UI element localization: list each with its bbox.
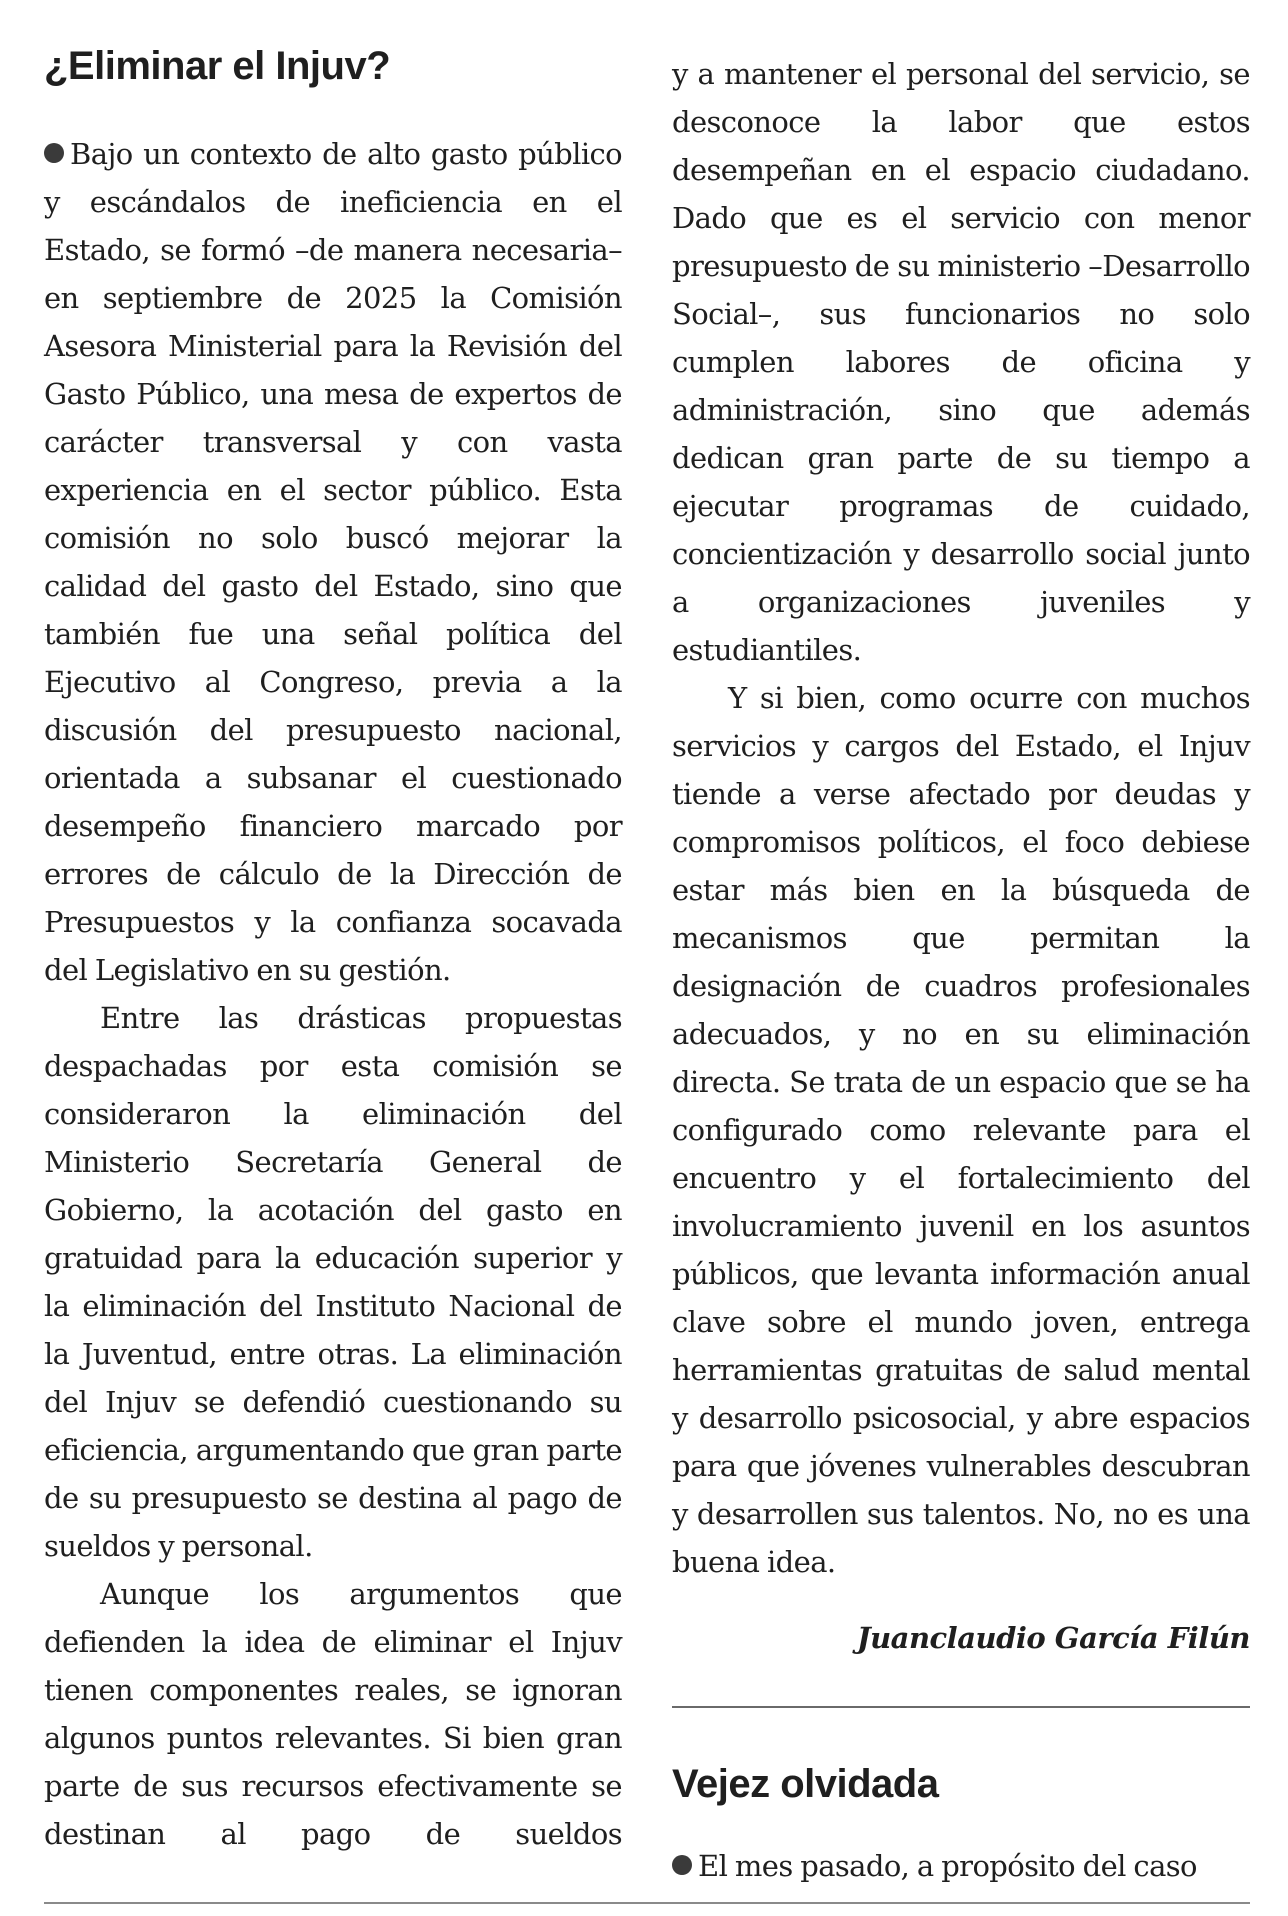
article-paragraph: Entre las drásticas propuestas despachadas por esta comisión se consideraron la eliminación del Ministerio Secretaría General de Gobierno, la acotación del gasto en gratuidad para la educación superior y la eliminación del Instituto Nacional de la Juventud, entre otras. La eliminación del Injuv se defendió cuestionando su eficiencia, argumentando que gran parte de su presupuesto se destina al pago de sueldos y personal. xyxy=(44,1001,622,1563)
left-column xyxy=(44,38,622,1858)
article-paragraph: Aunque los argumentos que defienden la idea de eliminar el Injuv tienen componentes reales, se ignoran algunos puntos relevantes. Si bien gran parte de sus recursos efectivamente se destinan al pago de sueldos xyxy=(44,1577,622,1851)
article-paragraph: Y si bien, como ocurre con muchos servicios y cargos del Estado, el Injuv tiende a verse afectado por deudas y compromisos políticos, el foco debiese estar más bien en la búsqueda de mecanismos que permitan la designación de cuadros profesionales adecuados, y no en su eliminación directa. Se trata de un espacio que se ha configurado como relevante para el encuentro y el fortalecimiento del involucramiento juvenil en los asuntos públicos, que levanta información anual clave sobre el mundo joven, entrega herramientas gratuitas de salud mental y desarrollo psicosocial, y abre espacios para que jóvenes vulnerables descubran y desarrollen sus talentos. No, no es una buena idea. xyxy=(672,681,1250,1579)
section-divider xyxy=(672,1706,1250,1708)
bottom-rule xyxy=(44,1902,1250,1904)
bullet-icon xyxy=(44,143,64,163)
article-paragraph: El mes pasado, a propósito del caso xyxy=(672,1842,1250,1890)
author-signature: Juanclaudio García Filún xyxy=(856,1621,1250,1655)
bullet-icon xyxy=(672,1855,692,1875)
article-title-injuv: ¿Eliminar el Injuv? xyxy=(44,44,391,88)
article-paragraph: y a mantener el personal del servicio, se desconoce la labor que estos desempeñan en el espacio ciudadano. Dado que es el servicio con menor presupuesto de su ministerio –Desarrollo Social–, sus funcionarios no solo cumplen labores de oficina y administración, sino que además dedican gran parte de su tiempo a ejecutar programas de cuidado, concientización y desarrollo social junto a organizaciones juveniles y estudiantiles. xyxy=(672,57,1250,667)
article-paragraph: Bajo un contexto de alto gasto público y escándalos de ineficiencia en el Estado, se formó –de manera necesaria– en septiembre de 2025 la Comisión Asesora Ministerial para la Revisión del Gasto Público, una mesa de expertos de carácter transversal y con vasta experiencia en el sector público. Esta comisión no solo buscó mejorar la calidad del gasto del Estado, sino que también fue una señal política del Ejecutivo al Congreso, previa a la discusión del presupuesto nacional, orientada a subsanar el cuestionado desempeño financiero marcado por errores de cálculo de la Dirección de Presupuestos y la confianza socavada del Legislativo en su gestión. xyxy=(44,137,622,987)
right-column xyxy=(672,50,1250,1890)
article-title-vejez: Vejez olvidada xyxy=(672,1762,939,1806)
